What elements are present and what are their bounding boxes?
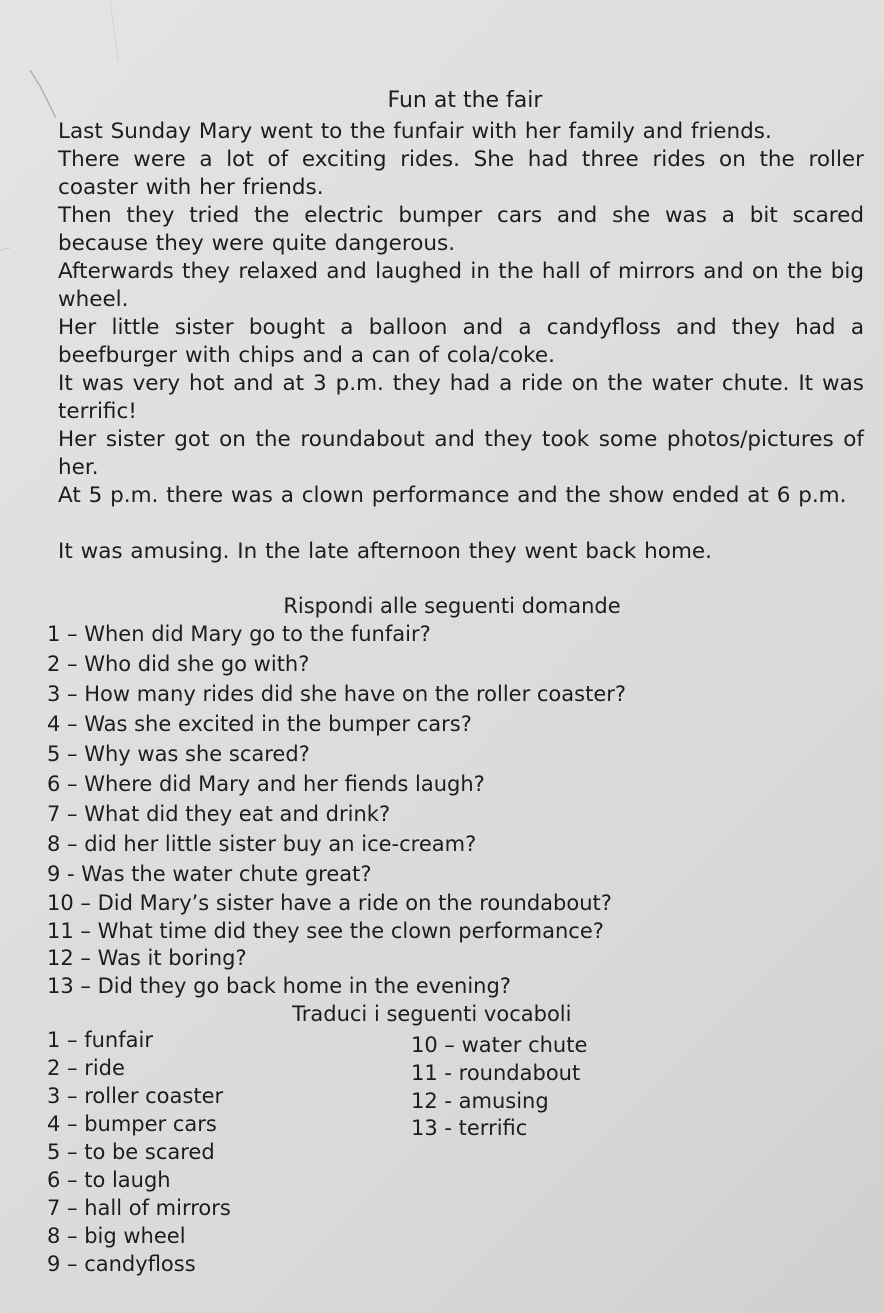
question-item: 4 – Was she excited in the bumper cars? (47, 712, 472, 736)
story-paragraph-7: Her sister got on the roundabout and they took some photos/pictures of her. (58, 427, 864, 480)
question-item: 8 – did her little sister buy an ice-cream? (47, 832, 477, 856)
question-item: 9 - Was the water chute great? (47, 862, 372, 886)
question-item: 11 – What time did they see the clown performance? (47, 919, 604, 943)
vocab-item: 1 – funfair (47, 1028, 153, 1052)
story-paragraph-2: There were a lot of exciting rides. She had three rides on the roller coaster with her friends. (58, 147, 864, 200)
story-paragraph-1: Last Sunday Mary went to the funfair with her family and friends. (58, 119, 772, 144)
question-item: 5 – Why was she scared? (47, 742, 310, 766)
vocab-item: 9 – candyfloss (47, 1252, 196, 1276)
vocab-item: 2 – ride (47, 1056, 125, 1080)
vocab-item: 11 - roundabout (411, 1061, 581, 1085)
story-paragraph-6: It was very hot and at 3 p.m. they had a ride on the water chute. It was terrific! (58, 371, 864, 424)
question-item: 1 – When did Mary go to the funfair? (47, 622, 431, 646)
vocab-item: 6 – to laugh (47, 1168, 171, 1192)
question-item: 2 – Who did she go with? (47, 652, 310, 676)
vocab-item: 7 – hall of mirrors (47, 1196, 231, 1220)
vocab-item: 3 – roller coaster (47, 1084, 224, 1108)
vocab-item: 12 - amusing (411, 1089, 549, 1113)
vocab-item: 8 – big wheel (47, 1224, 186, 1248)
vocab-heading: Traduci i seguenti vocaboli (292, 1002, 572, 1026)
questions-heading: Rispondi alle seguenti domande (283, 594, 621, 618)
question-item: 12 – Was it boring? (47, 946, 247, 970)
question-item: 3 – How many rides did she have on the roller coaster? (47, 682, 627, 706)
story-paragraph-5: Her little sister bought a balloon and a candyfloss and they had a beefburger with chips and a can of cola/coke. (58, 315, 864, 368)
question-item: 7 – What did they eat and drink? (47, 802, 391, 826)
question-item: 13 – Did they go back home in the evening? (47, 974, 511, 998)
vocab-item: 4 – bumper cars (47, 1112, 217, 1136)
question-item: 10 – Did Mary’s sister have a ride on the roundabout? (47, 891, 612, 915)
vocab-item: 10 – water chute (411, 1033, 588, 1057)
story-paragraph-8: At 5 p.m. there was a clown performance and the show ended at 6 p.m. (58, 483, 847, 508)
question-item: 6 – Where did Mary and her fiends laugh? (47, 772, 485, 796)
vocab-item: 5 – to be scared (47, 1140, 215, 1164)
story-paragraph-4: Afterwards they relaxed and laughed in the hall of mirrors and on the big wheel. (58, 259, 864, 312)
page-title: Fun at the fair (387, 88, 543, 113)
vocab-item: 13 - terrific (411, 1116, 528, 1140)
story-paragraph-9: It was amusing. In the late afternoon they went back home. (58, 539, 712, 564)
story-paragraph-3: Then they tried the electric bumper cars and she was a bit scared because they were quite dangerous. (58, 203, 864, 256)
